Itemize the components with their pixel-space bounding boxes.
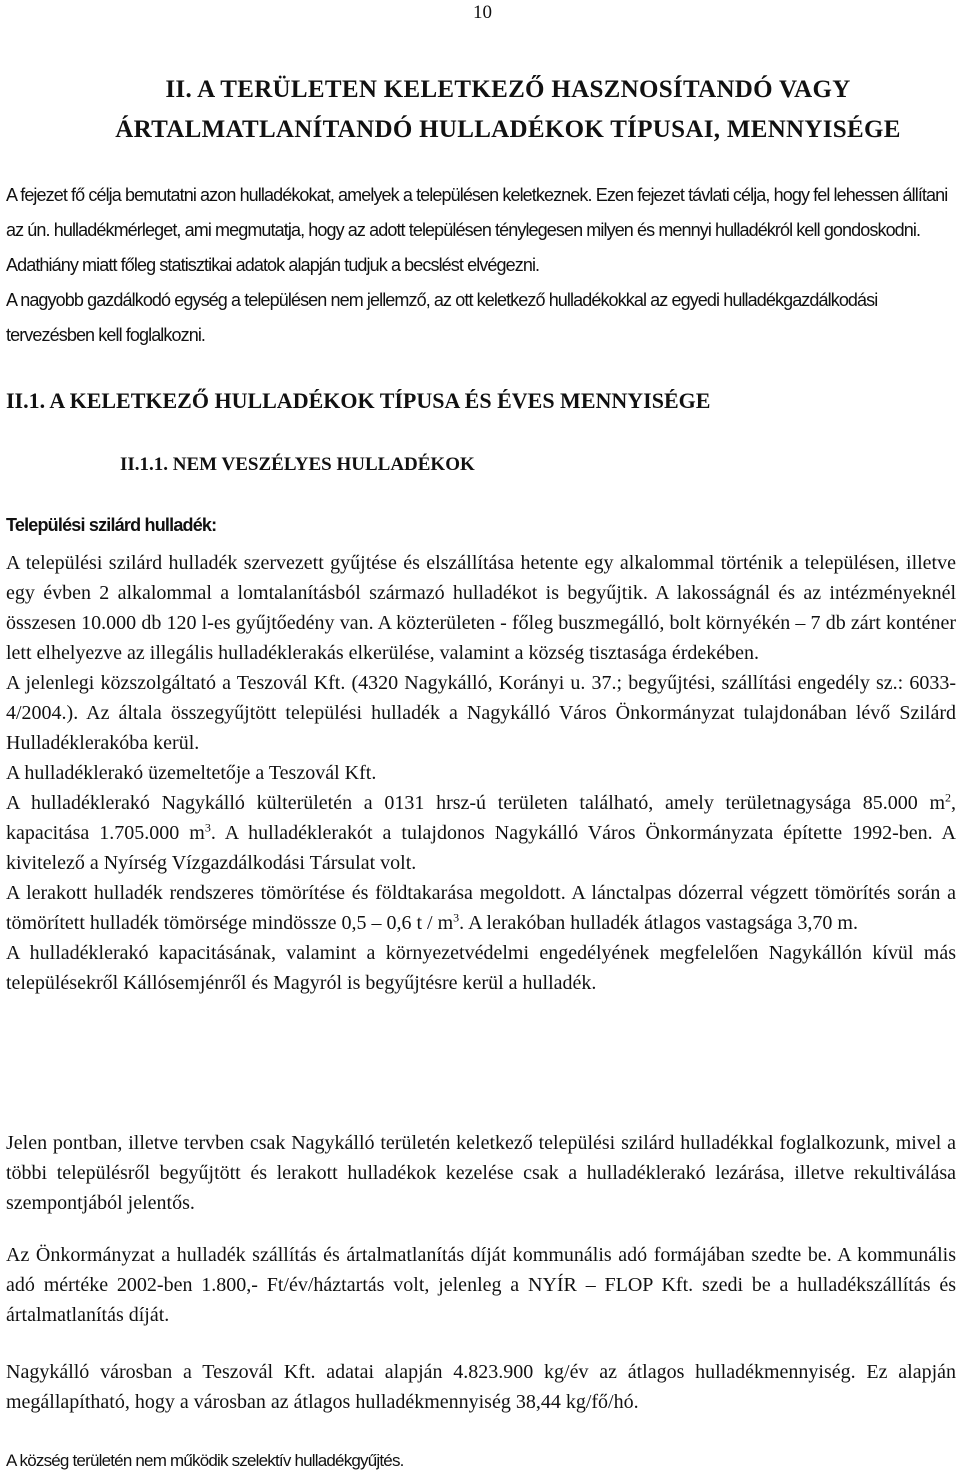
body-paragraph-4-b: , kapacitása 1.705.000 m [6, 792, 956, 844]
body-block-3 [6, 1240, 956, 1330]
body-paragraph-2: A jelenlegi közszolgáltató a Teszovál Kft. (4320 Nagykálló, Korányi u. 37.; begyűjtési, szállítási engedély sz.: 6033-4/2004.). Az általa összegyűjtött települési hulladék a Nagykálló Város Önkormányzat tulajdonában lévő Szilárd Hulladéklerakóba kerül. [6, 672, 956, 754]
body-paragraph-5-a: A lerakott hulladék rendszeres tömörítése és földtakarása megoldott. A lánctalpas dózerral végzett tömörítés során a tömörített hulladék tömörsége mindössze 0,5 – 0,6 t / m [6, 882, 956, 934]
area-exponent: 2 [945, 790, 951, 805]
body-paragraph-1: A települési szilárd hulladék szervezett gyűjtése és elszállítása hetente egy alkalommal történik a településen, illetve egy évben 2 alkalommal a lomtalanításból származó hulladékot is begyűjtik. A lakosságnál és az intézményeknél összesen 10.000 db 120 l-es gyűjtőedény van. A közterületen - főleg buszmegálló, bolt környékén – 7 db zárt konténer lett elhelyezve az illegális hulladéklerakás elkerülése, valamint a község tisztasága érdekében. [6, 552, 956, 664]
intro-paragraph-1: A fejezet fő célja bemutatni azon hulladékokat, amelyek a településen keletkeznek. Ezen fejezet távlati célja, hogy fel lehessen állítani az ún. hulladékmérleget, ami megmutatja, hogy az adott településen ténylegesen milyen és mennyi hulladékról kell gondoskodni. Adathiány miatt főleg statisztikai adatok alapján tudjuk a becslést elvégezni. [6, 185, 948, 275]
body-paragraph-4 [6, 788, 956, 878]
body-block-4 [6, 1357, 956, 1417]
chapter-heading-line2: ÁRTALMATLANÍTANDÓ HULLADÉKOK TÍPUSAI, MENNYISÉGE [115, 116, 901, 143]
body-paragraph-7: Jelen pontban, illetve tervben csak Nagykálló területén keletkező települési szilárd hulladékkal foglalkozunk, mivel a többi településről begyűjtött és lerakott hulladékok kezelése csak a hulladéklerakó lezárása, illetve rekultiválása szempontjából jelentős. [6, 1132, 956, 1214]
subsection-heading: II.1.1. NEM VESZÉLYES HULLADÉKOK [120, 454, 475, 475]
body-paragraph-4-c: . A hulladéklerakót a tulajdonos Nagykálló Város Önkormányzata építette 1992-ben. A kivitelező a Nyírség Vízgazdálkodási Társulat volt. [6, 822, 957, 874]
body-paragraph-3: A hulladéklerakó üzemeltetője a Teszovál Kft. [6, 762, 377, 784]
section-heading: II.1. A KELETKEZŐ HULLADÉKOK TÍPUSA ÉS ÉVES MENNYISÉGE [6, 388, 711, 413]
chapter-heading [108, 70, 908, 150]
topic-subhead: Települési szilárd hulladék: [6, 515, 217, 535]
intro-text [6, 178, 956, 353]
body-paragraph-8: Az Önkormányzat a hulladék szállítás és ártalmatlanítás díját kommunális adó formájában szedte be. A kommunális adó mértéke 2002-ben 1.800,- Ft/év/háztartás volt, jelenleg a NYÍR – FLOP Kft. szedi be a hulladékszállítás és ártalmatlanítás díját. [6, 1244, 956, 1326]
body-paragraph-5-b: . A lerakóban hulladék átlagos vastagsága 3,70 m. [459, 912, 858, 934]
body-paragraph-4-a: A hulladéklerakó Nagykálló külterületén a 0131 hrsz-ú területen található, amely területnagysága 85.000 m [6, 792, 945, 814]
body-paragraph-5 [6, 878, 956, 938]
intro-paragraph-2: A nagyobb gazdálkodó egység a településen nem jellemző, az ott keletkező hulladékokkal az egyedi hulladékgazdálkodási tervezésben kell foglalkozni. [6, 290, 878, 345]
page-number: 10 [473, 2, 492, 23]
capacity-exponent: 3 [204, 820, 211, 835]
body-paragraph-6: A hulladéklerakó kapacitásának, valamint a környezetvédelmi engedélyének megfelelően Nagykállón kívül más településekről Kállósemjénről és Magyról is begyűjtésre kerül a hulladék. [6, 942, 956, 994]
density-exponent: 3 [453, 910, 460, 925]
chapter-heading-line1: II. A TERÜLETEN KELETKEZŐ HASZNOSÍTANDÓ VAGY [165, 76, 851, 103]
body-paragraph-9: Nagykálló városban a Teszovál Kft. adatai alapján 4.823.900 kg/év az átlagos hulladékmennyiség. Ez alapján megállapítható, hogy a városban az átlagos hulladékmennyiség 38,44 kg/fő/hó. [6, 1361, 956, 1413]
closing-line: A község területén nem működik szelektív hulladékgyűjtés. [6, 1451, 404, 1470]
body-block-2 [6, 1128, 956, 1218]
body-block-1 [6, 548, 956, 998]
